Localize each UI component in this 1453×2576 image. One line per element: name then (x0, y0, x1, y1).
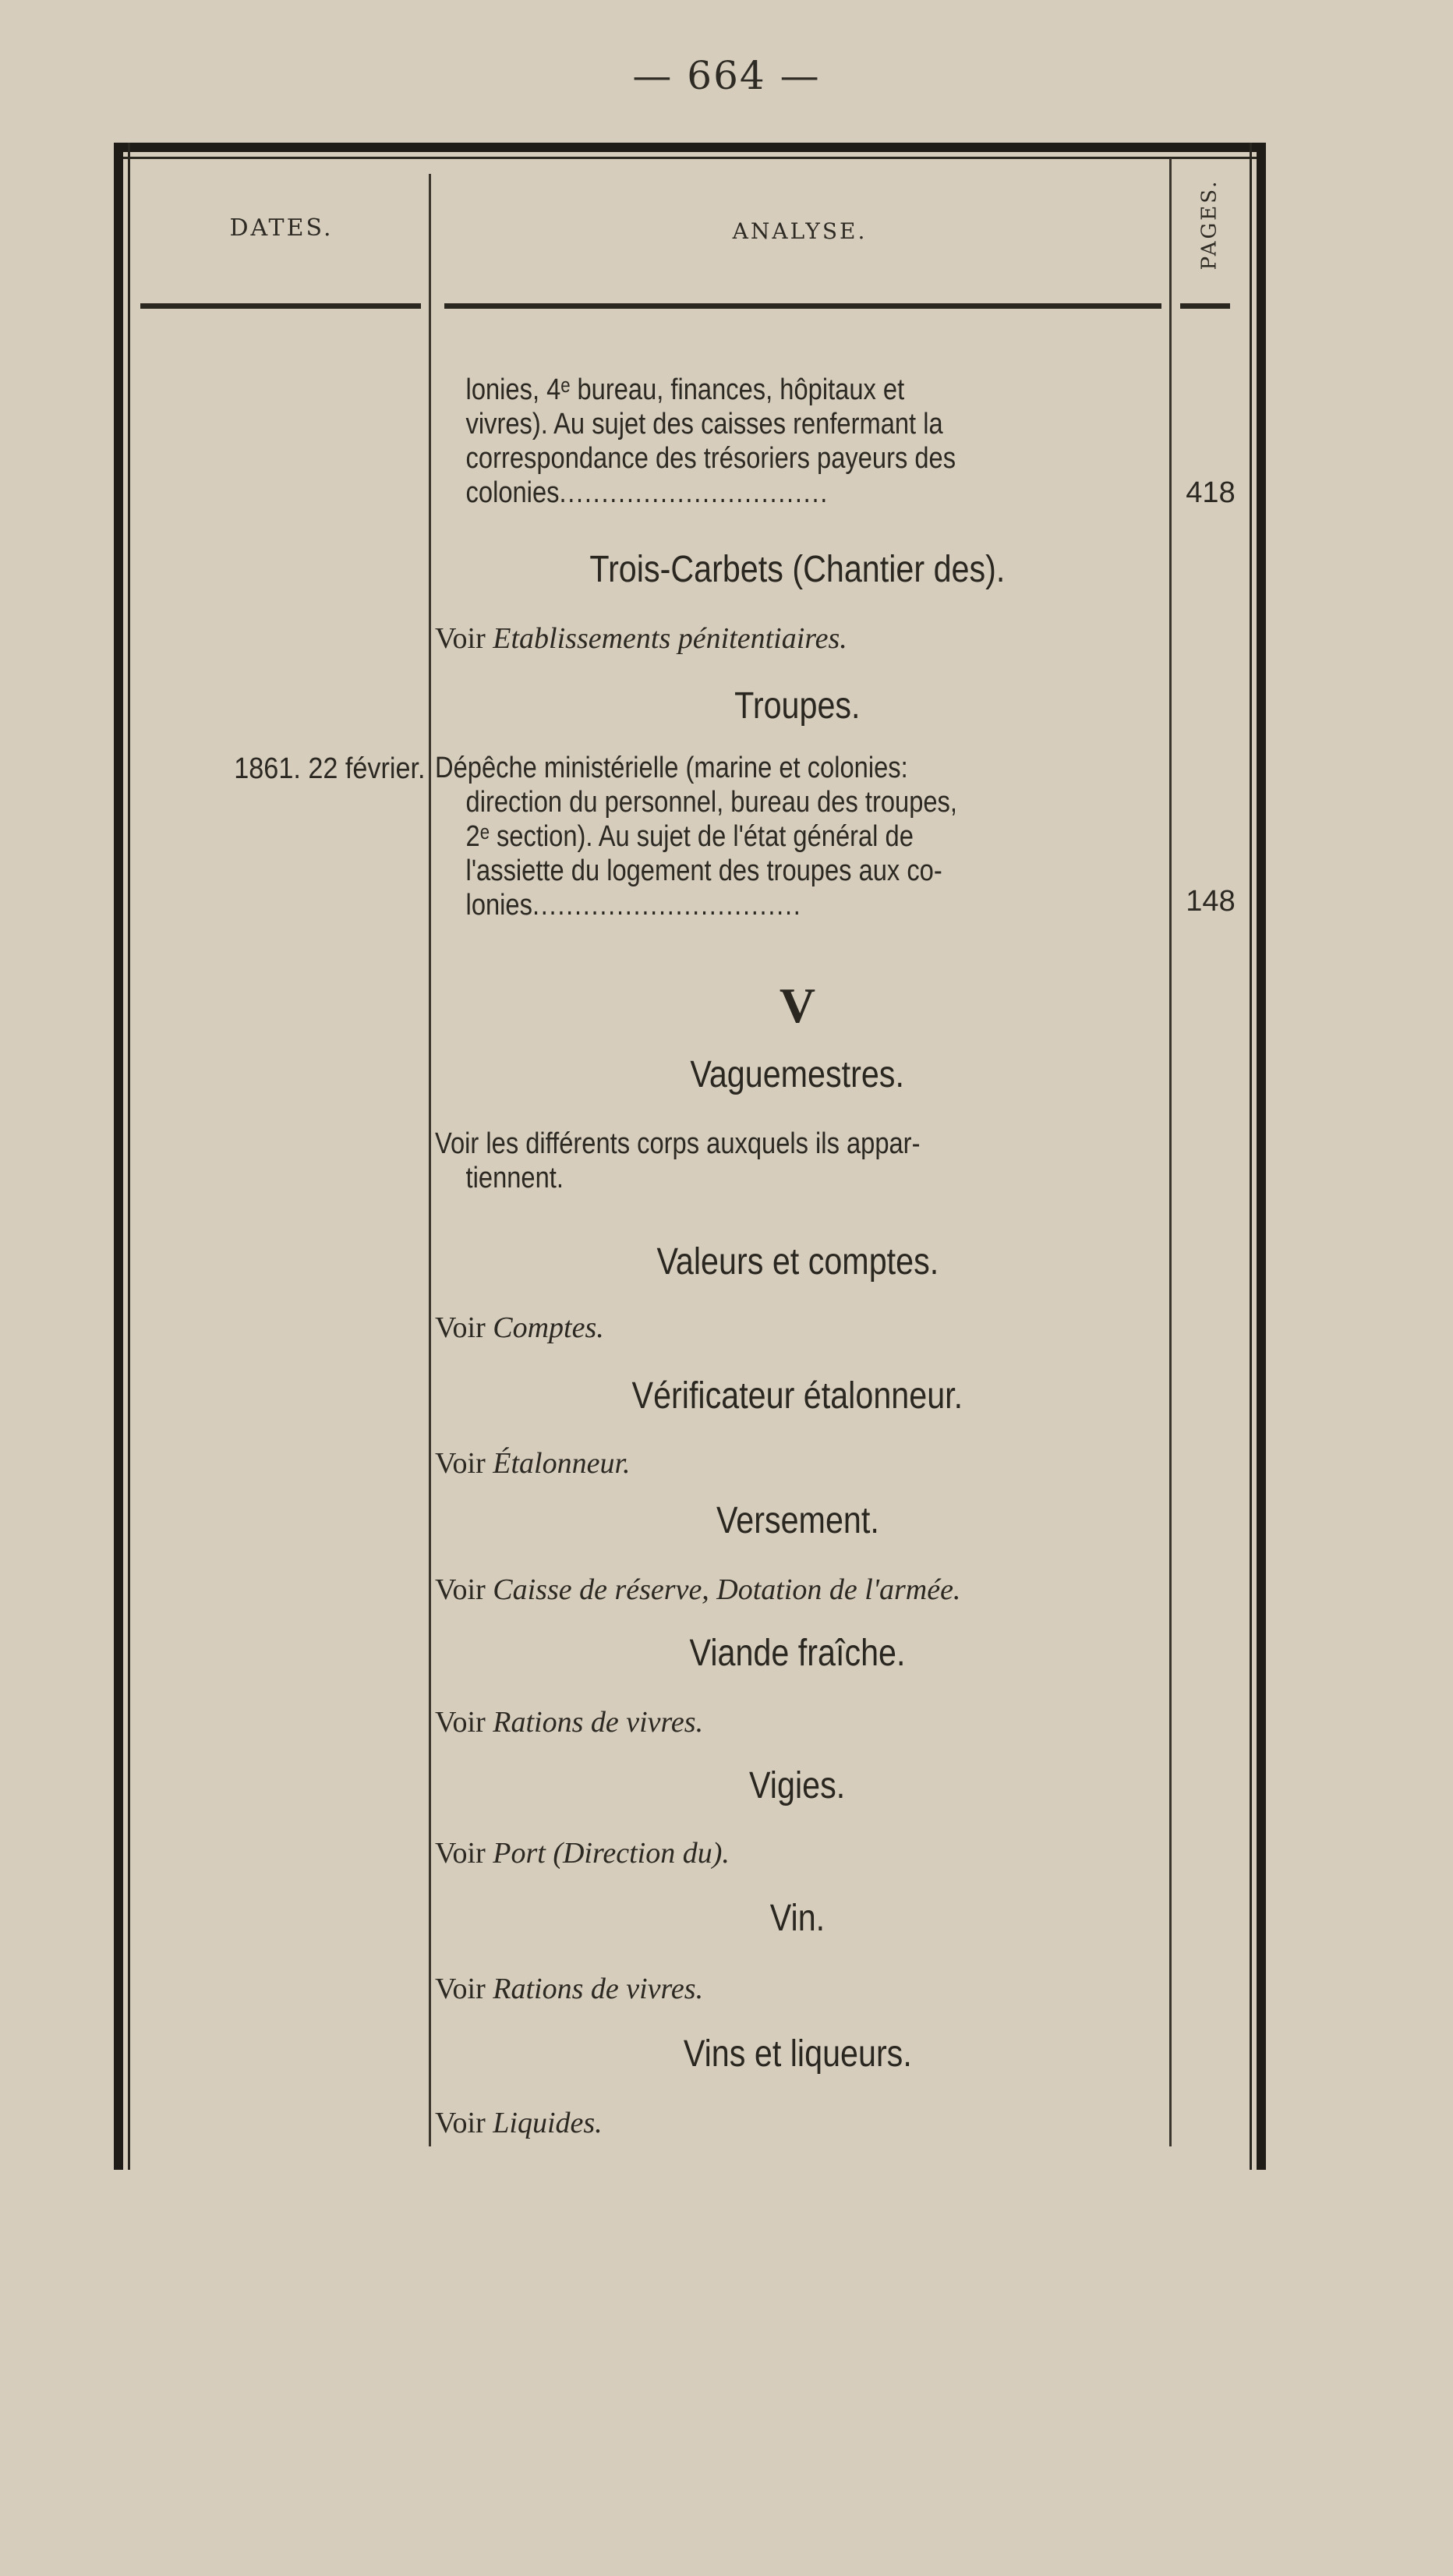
date-text: 1861. 22 février. (234, 752, 426, 785)
see-label: Voir (435, 1973, 486, 2005)
text-line: Voir les différents corps auxquels ils appar- (435, 1127, 921, 1160)
leader-dots: ................................ (532, 889, 802, 922)
see-also (435, 1446, 1168, 1481)
see-label: Voir (435, 1706, 486, 1739)
heading-text: Versement. (716, 1500, 879, 1541)
see-label: Voir (435, 1311, 486, 1344)
column-header-pages (1182, 158, 1236, 291)
entry-heading (435, 2033, 1160, 2075)
entry-heading (435, 1499, 1160, 1542)
page-ref: 418 (1186, 476, 1236, 509)
see-ref: Caisse de réserve, Dotation de l'armée. (493, 1573, 961, 1606)
heading-text: Troupes. (734, 685, 861, 727)
entry-heading (435, 548, 1160, 591)
see-ref: Etablissements pénitentiaires. (493, 622, 847, 655)
entry-heading (435, 685, 1160, 727)
heading-text: Viande fraîche. (689, 1633, 906, 1674)
heading-text: Vérificateur étalonneur. (631, 1375, 963, 1417)
see-also (435, 1836, 1168, 1870)
vaguemestres-entry-text (435, 1127, 1159, 1195)
see-label: Voir (435, 1837, 486, 1870)
heading-text: Vigies. (749, 1765, 846, 1806)
see-ref: Rations de vivres. (493, 1973, 704, 2005)
text-line: Dépêche ministérielle (marine et colonies: (435, 752, 908, 784)
text-line: l'assiette du logement des troupes aux co- (465, 855, 942, 887)
text-line: lonies (465, 889, 532, 922)
page-ref: 148 (1186, 885, 1236, 918)
see-also (435, 2106, 1168, 2140)
entry-heading (435, 1375, 1160, 1417)
see-label: Voir (435, 1447, 486, 1480)
header-rule-dates (140, 303, 421, 309)
right-rule-thin (1250, 143, 1252, 2170)
see-label: Voir (435, 2107, 486, 2139)
text-line: tiennent. (465, 1162, 564, 1194)
heading-text: Valeurs et comptes. (656, 1241, 939, 1283)
see-also (435, 1311, 1168, 1345)
header-rule-analyse (444, 303, 1161, 309)
text-line: 2ᵉ section). Au sujet de l'état général de (465, 820, 914, 853)
see-ref: Liquides. (493, 2107, 603, 2139)
column-header-pages-label: PAGES. (1197, 179, 1221, 271)
section-letter: V (779, 978, 816, 1033)
see-label: Voir (435, 1573, 486, 1606)
top-rule-thin (114, 157, 1266, 159)
left-rule-thin (128, 143, 130, 2170)
troupes-entry (435, 751, 1160, 922)
date-cell (145, 752, 426, 786)
see-also (435, 1573, 1168, 1607)
top-rule (114, 143, 1266, 152)
troupes-entry-text (435, 751, 1159, 922)
entry-heading (435, 1240, 1160, 1283)
see-also (435, 621, 1168, 656)
see-also (435, 1705, 1168, 1739)
index-table (114, 143, 1266, 2170)
see-also (435, 1972, 1168, 2006)
continued-entry-text (435, 373, 1159, 510)
see-ref: Rations de vivres. (493, 1706, 704, 1739)
continued-entry (435, 373, 1160, 510)
entry-heading (435, 1053, 1160, 1096)
page-number: — 664 — (632, 53, 821, 98)
dates-column-separator (429, 174, 431, 2146)
entry-heading (435, 1632, 1160, 1675)
heading-text: Trois-Carbets (Chantier des). (589, 549, 1006, 590)
text-line: lonies, 4ᵉ bureau, finances, hôpitaux et (465, 373, 905, 406)
entry-heading (435, 1764, 1160, 1807)
text-line: colonies (465, 476, 560, 509)
heading-text: Vins et liqueurs. (683, 2033, 912, 2075)
left-rule (114, 143, 123, 2170)
text-line: vivres). Au sujet des caisses renfermant la (465, 408, 943, 441)
header-rule-pages (1180, 303, 1230, 309)
column-header-analyse: ANALYSE. (732, 218, 868, 244)
leader-dots: ................................ (559, 476, 829, 509)
heading-text: Vaguemestres. (690, 1054, 905, 1095)
text-line: correspondance des trésoriers payeurs des (465, 442, 956, 475)
column-header-dates: DATES. (229, 214, 334, 242)
see-ref: Étalonneur. (493, 1447, 631, 1480)
vaguemestres-entry (435, 1127, 1160, 1195)
entry-heading (435, 1897, 1160, 1940)
text-line: direction du personnel, bureau des troupes, (465, 786, 957, 819)
heading-text: Vin. (769, 1898, 825, 1939)
see-label: Voir (435, 622, 486, 655)
right-rule (1257, 143, 1266, 2170)
see-ref: Comptes. (493, 1311, 604, 1344)
pages-column-separator (1169, 158, 1172, 2146)
see-ref: Port (Direction du). (493, 1837, 730, 1870)
